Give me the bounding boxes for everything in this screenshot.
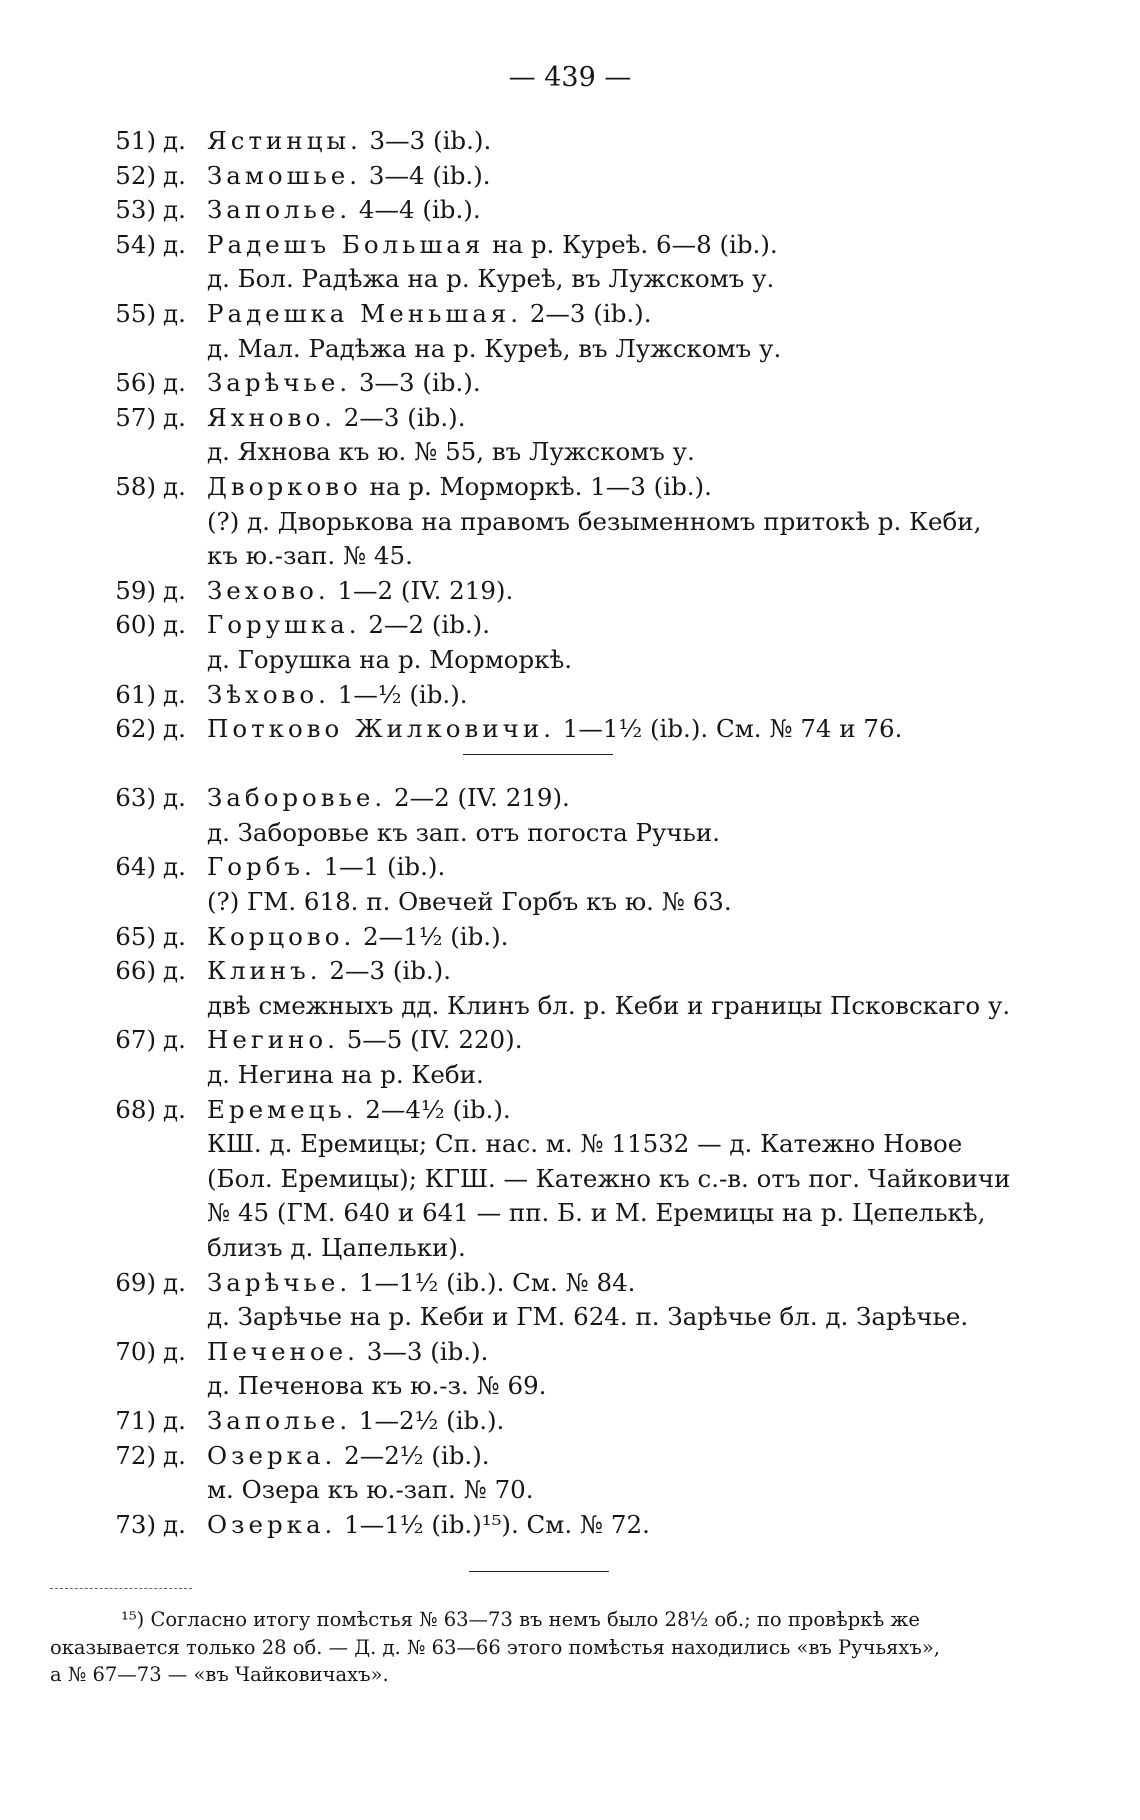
entry-name: Радешка Меньшая. — [207, 298, 523, 328]
entry-number: 70) — [115, 1336, 156, 1366]
entry-name: Яхново. — [207, 402, 337, 432]
entry-type: д. — [163, 402, 186, 432]
entry-line — [0, 712, 1140, 747]
entry-name: Заборовье. — [207, 783, 387, 813]
entry-number: 51) — [115, 126, 156, 155]
entry-note-line — [0, 1300, 1140, 1335]
entry-note: д. Зарѣчье на р. Кеби и ГМ. 624. п. Зарѣчье бл. д. Зарѣчье. — [207, 1302, 969, 1332]
entry-note: д. Бол. Радѣжа на р. Куреѣ, въ Лужскомъ у. — [207, 264, 775, 294]
entry-number: 58) — [115, 471, 156, 501]
entry-note-line — [0, 1127, 1140, 1162]
entry-details: 2—2 (IV. 219). — [386, 783, 570, 813]
entry-note: (?) ГМ. 618. п. Овечей Горбъ къ ю. № 63. — [207, 887, 732, 917]
entry-line — [0, 1335, 1140, 1370]
entry-details: 3—3 (ib.). — [361, 126, 492, 155]
entry-type: д. — [163, 852, 186, 882]
entry-name: Замошье. — [207, 160, 362, 190]
entry-details: 2—1½ (ib.). — [355, 921, 509, 951]
entry-details: 1—2½ (ib.). — [351, 1405, 505, 1435]
entry-type: д. — [163, 1509, 186, 1539]
entry-note: (Бол. Еремицы); КГШ. — Катежно къ с.-в. отъ пог. Чайковичи — [207, 1163, 1011, 1193]
page-number: — 439 — — [508, 62, 632, 93]
entry-details: на р. Куреѣ. 6—8 (ib.). — [484, 229, 778, 259]
entry-name: Зарѣчье. — [207, 368, 352, 398]
entry-details: 5—5 (IV. 220). — [338, 1025, 523, 1055]
entry-number: 68) — [115, 1094, 156, 1124]
entry-name: Потково Жилковичи. — [207, 714, 555, 744]
section-separator-rule — [0, 747, 1140, 782]
footnote-line: оказывается только 28 об. — Д. д. № 63—66 этого помѣстья находились «въ Ручьяхъ», — [50, 1635, 940, 1659]
entry-details: 1—2 (IV. 219). — [329, 575, 514, 605]
entry-line — [0, 124, 1140, 159]
entry-details: 1—½ (ib.). — [329, 679, 468, 709]
footnote-line: ¹⁵) Согласно итогу помѣстья № 63—73 въ немъ было 28½ об.; по провѣркѣ же — [121, 1608, 920, 1631]
entry-details: 1—1½ (ib.)¹⁵). См. № 72. — [336, 1509, 650, 1539]
entry-number: 65) — [115, 921, 156, 951]
entry-details: 4—4 (ib.). — [351, 195, 481, 225]
entry-details: 2—2 (ib.). — [360, 610, 491, 640]
footnote-separator-rule — [50, 1588, 192, 1589]
entry-number: 66) — [115, 956, 156, 986]
entry-number: 53) — [115, 195, 156, 225]
entry-details: 2—2½ (ib.). — [336, 1440, 490, 1470]
entry-name: Негино. — [207, 1025, 339, 1055]
entry-number: 57) — [115, 402, 156, 432]
entry-note-line — [0, 505, 1140, 540]
entry-note: (?) д. Дворькова на правомъ безыменномъ притокѣ р. Кеби, — [207, 506, 982, 536]
entry-line — [0, 297, 1140, 332]
entry-number: 71) — [115, 1405, 156, 1435]
entry-line — [0, 850, 1140, 885]
footnote-line: а № 67—73 — «въ Чайковичахъ». — [50, 1663, 389, 1686]
entry-name: Ястинцы. — [207, 126, 362, 155]
entry-line — [0, 1093, 1140, 1128]
entry-name: Заполье. — [207, 195, 352, 225]
entry-number: 55) — [115, 298, 156, 328]
entry-type: д. — [163, 195, 186, 225]
entry-type: д. — [163, 1405, 186, 1435]
end-separator-rule — [469, 1571, 609, 1572]
entry-name: Зарѣчье. — [207, 1267, 352, 1297]
entry-details: 3—4 (ib.). — [361, 160, 491, 190]
entry-type: д. — [163, 1267, 186, 1297]
entry-details: 1—1 (ib.). — [315, 852, 446, 882]
entry-type: д. — [163, 160, 186, 190]
entry-line — [0, 1266, 1140, 1301]
entry-note: д. Печенова къ ю.-з. № 69. — [207, 1371, 547, 1401]
entry-type: д. — [163, 1440, 186, 1470]
entry-number: 72) — [115, 1440, 156, 1470]
entry-note: д. Горушка на р. Морморкѣ. — [207, 644, 573, 674]
entry-note: д. Негина на р. Кеби. — [207, 1060, 484, 1090]
entry-note-line — [0, 262, 1140, 297]
entry-line — [0, 608, 1140, 643]
entry-line — [0, 1023, 1140, 1058]
entry-type: д. — [163, 368, 186, 398]
entry-name: Дворково — [207, 471, 362, 501]
entry-type: д. — [163, 1336, 186, 1366]
entry-name: Зехово. — [207, 575, 330, 605]
entry-type: д. — [163, 783, 186, 813]
entry-note: КШ. д. Еремицы; Сп. нас. м. № 11532 — д. Катежно Новое — [207, 1129, 963, 1159]
entry-number: 63) — [115, 783, 156, 813]
entry-note: близъ д. Цапельки). — [207, 1233, 466, 1262]
entry-line — [0, 920, 1140, 955]
entry-name: Радешъ Большая — [207, 229, 485, 259]
entry-line — [0, 1404, 1140, 1439]
entry-details: 1—1½ (ib.). См. № 74 и 76. — [554, 714, 903, 744]
entry-type: д. — [163, 679, 186, 709]
entry-details: 2—3 (ib.). — [336, 402, 466, 432]
entry-note-line — [0, 1058, 1140, 1093]
entry-number: 60) — [115, 610, 156, 640]
entry-number: 56) — [115, 368, 156, 398]
entry-details: 2—3 (ib.). — [522, 298, 652, 328]
entry-line — [0, 781, 1140, 816]
entry-note-line — [0, 1473, 1140, 1508]
entry-type: д. — [163, 126, 186, 155]
entry-note-line — [0, 332, 1140, 367]
entry-type: д. — [163, 298, 186, 328]
entry-number: 54) — [115, 229, 156, 259]
footnote — [50, 1606, 1100, 1689]
entry-note: къ ю.-зап. № 45. — [207, 541, 413, 571]
entry-note: двѣ смежныхъ дд. Клинъ бл. р. Кеби и границы Псковскаго у. — [207, 990, 1011, 1020]
entry-list — [0, 124, 1140, 1542]
entry-line — [0, 678, 1140, 713]
entry-note: м. Озера къ ю.-зап. № 70. — [207, 1475, 534, 1505]
entry-number: 64) — [115, 852, 156, 882]
entry-line — [0, 193, 1140, 228]
entry-note: д. Яхнова къ ю. № 55, въ Лужскомъ у. — [207, 437, 695, 467]
entry-line — [0, 228, 1140, 263]
entry-note-line — [0, 1369, 1140, 1404]
entry-number: 67) — [115, 1025, 156, 1055]
entry-type: д. — [163, 1094, 186, 1124]
entry-type: д. — [163, 1025, 186, 1055]
entry-type: д. — [163, 610, 186, 640]
entry-type: д. — [163, 714, 186, 744]
entry-line — [0, 1439, 1140, 1474]
entry-line — [0, 366, 1140, 401]
entry-number: 59) — [115, 575, 156, 605]
entry-details: на р. Морморкѣ. 1—3 (ib.). — [361, 471, 712, 501]
entry-line — [0, 159, 1140, 194]
entry-details: 2—3 (ib.). — [321, 956, 452, 986]
entry-details: 2—4½ (ib.). — [357, 1094, 511, 1124]
entry-name: Еремець. — [207, 1094, 358, 1124]
entry-type: д. — [163, 471, 186, 501]
entry-name: Корцово. — [207, 921, 356, 951]
entry-note-line — [0, 435, 1140, 470]
entry-note-line — [0, 816, 1140, 851]
entry-type: д. — [163, 956, 186, 986]
entry-line — [0, 1508, 1140, 1543]
entry-type: д. — [163, 575, 186, 605]
entry-type: д. — [163, 921, 186, 951]
entry-line — [0, 574, 1140, 609]
entry-note-line — [0, 1162, 1140, 1197]
entry-number: 61) — [115, 679, 156, 709]
entry-line — [0, 954, 1140, 989]
entry-number: 73) — [115, 1509, 156, 1539]
entry-name: Зѣхово. — [207, 679, 330, 709]
entry-details: 3—3 (ib.). — [351, 368, 481, 398]
entry-note: д. Заборовье къ зап. отъ погоста Ручьи. — [207, 817, 721, 847]
entry-note-line — [0, 885, 1140, 920]
entry-note-line — [0, 1196, 1140, 1231]
entry-note-line — [0, 539, 1140, 574]
entry-note: д. Мал. Радѣжа на р. Куреѣ, въ Лужскомъ у. — [207, 333, 782, 363]
entry-number: 69) — [115, 1267, 156, 1297]
entry-note-line — [0, 989, 1140, 1024]
entry-name: Горушка. — [207, 610, 361, 640]
entry-name: Печеное. — [207, 1336, 359, 1366]
entry-type: д. — [163, 229, 186, 259]
entry-number: 62) — [115, 714, 156, 744]
entry-name: Озерка. — [207, 1509, 337, 1539]
entry-name: Горбъ. — [207, 852, 316, 882]
entry-note-line — [0, 643, 1140, 678]
entry-note-line — [0, 1231, 1140, 1266]
entry-details: 3—3 (ib.). — [358, 1336, 489, 1366]
entry-number: 52) — [115, 160, 156, 190]
entry-note: № 45 (ГМ. 640 и 641 — пп. Б. и М. Еремицы на р. Цепелькѣ, — [207, 1198, 986, 1228]
entry-line — [0, 470, 1140, 505]
entry-name: Озерка. — [207, 1440, 337, 1470]
entry-name: Заполье. — [207, 1405, 352, 1435]
entry-name: Клинъ. — [207, 956, 322, 986]
entry-details: 1—1½ (ib.). См. № 84. — [351, 1267, 636, 1297]
entry-line — [0, 401, 1140, 436]
